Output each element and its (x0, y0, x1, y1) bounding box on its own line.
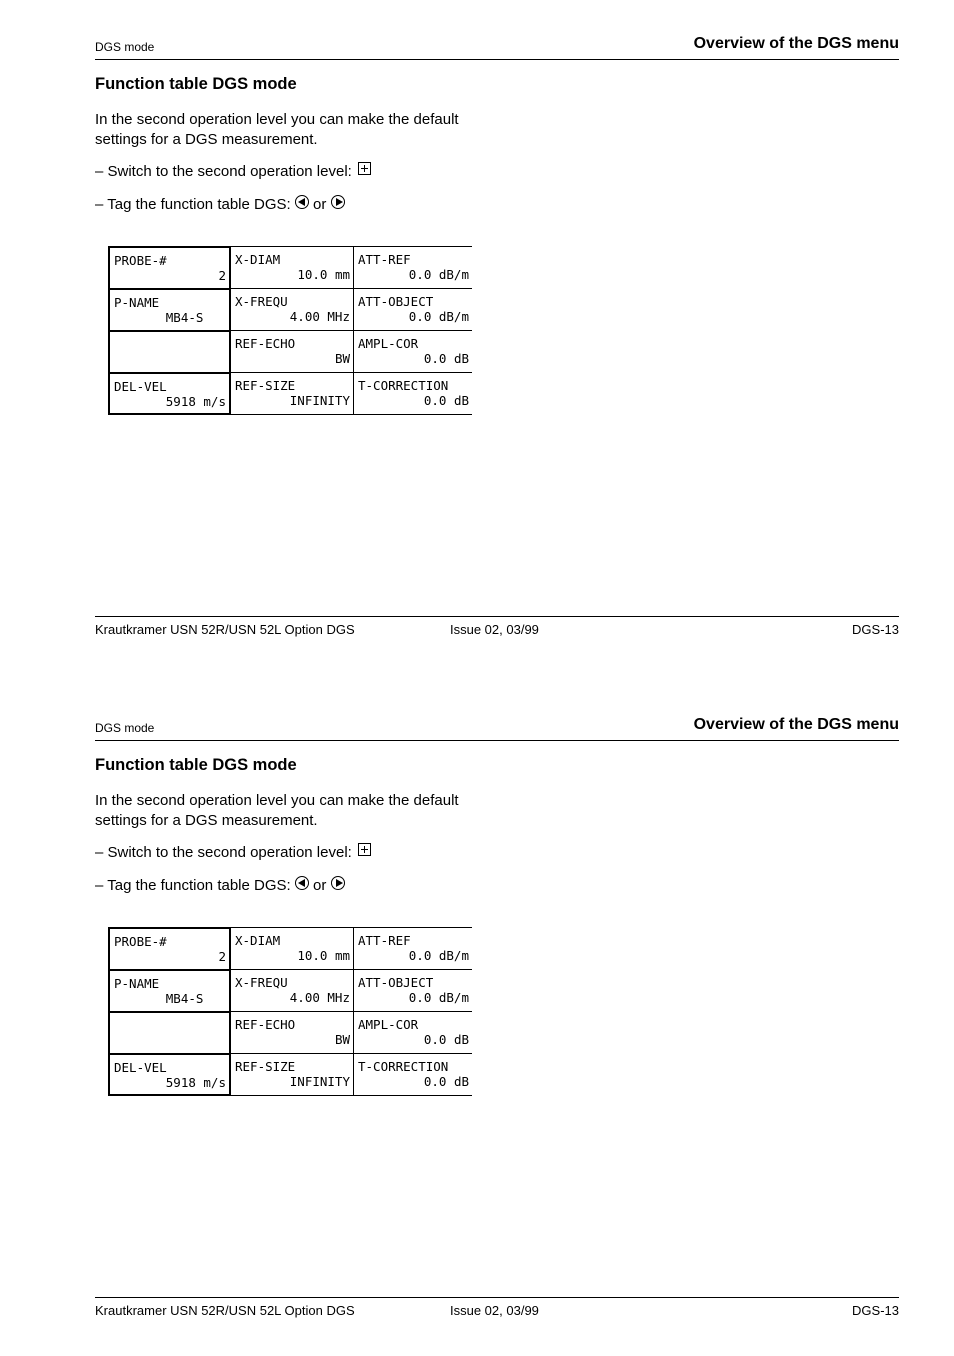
function-label: PROBE-# (114, 934, 167, 949)
function-label: DEL-VEL (114, 379, 167, 394)
function-cell (231, 969, 354, 1012)
function-table (108, 927, 472, 1096)
function-value: BW (334, 351, 350, 366)
plus-key-icon (358, 162, 371, 175)
header-section-label: DGS mode (95, 40, 155, 54)
function-label: AMPL-COR (358, 336, 419, 351)
header-title: Overview of the DGS menu (693, 716, 899, 733)
function-cell (231, 246, 354, 289)
function-cell (108, 288, 231, 331)
step-or-text: or (313, 196, 327, 213)
function-label: T-CORRECTION (358, 1059, 449, 1074)
function-value: 2 (218, 949, 226, 964)
function-cell (231, 288, 354, 331)
function-value: 0.0 dB/m (408, 990, 469, 1005)
function-cell (354, 1053, 472, 1096)
function-cell (354, 288, 472, 331)
header-title: Overview of the DGS menu (693, 35, 899, 52)
function-cell (354, 969, 472, 1012)
function-cell (108, 246, 231, 289)
arrow-right-key-icon (331, 195, 345, 209)
function-cell (354, 372, 472, 415)
step-tag-table-text: – Tag the function table DGS: (95, 196, 291, 213)
function-value: 2 (218, 268, 226, 283)
function-cell (354, 246, 472, 289)
function-cell (108, 969, 231, 1012)
page-copy-1 (0, 0, 954, 675)
function-label: X-DIAM (235, 252, 281, 267)
function-value: MB4-S (165, 310, 226, 325)
footer-issue: Issue 02, 03/99 (450, 622, 539, 637)
function-table (108, 246, 472, 415)
footer-product: Krautkramer USN 52R/USN 52L Option DGS (95, 622, 355, 637)
function-label: REF-SIZE (235, 378, 296, 393)
function-label: P-NAME (114, 976, 160, 991)
function-cell (231, 1011, 354, 1054)
function-value: 0.0 dB/m (408, 948, 469, 963)
function-label: AMPL-COR (358, 1017, 419, 1032)
function-cell-empty (108, 1011, 231, 1054)
footer-page-number: DGS-13 (852, 1303, 899, 1318)
section-heading: Function table DGS mode (95, 75, 297, 93)
function-cell (231, 372, 354, 415)
footer-product: Krautkramer USN 52R/USN 52L Option DGS (95, 1303, 355, 1318)
function-cell-empty (108, 330, 231, 373)
function-label: DEL-VEL (114, 1060, 167, 1075)
function-label: T-CORRECTION (358, 378, 449, 393)
footer-divider (95, 1297, 899, 1298)
function-value: 4.00 MHz (289, 990, 350, 1005)
function-value: 0.0 dB (423, 393, 469, 408)
function-value: INFINITY (289, 1074, 350, 1089)
function-label: REF-SIZE (235, 1059, 296, 1074)
footer-divider (95, 616, 899, 617)
step-switch-level-text: – Switch to the second operation level: (95, 844, 352, 861)
function-cell (231, 927, 354, 970)
function-cell (354, 330, 472, 373)
header-divider (95, 59, 899, 60)
function-cell (108, 372, 231, 415)
step-tag-table (95, 876, 345, 894)
step-switch-level (95, 843, 371, 861)
function-cell (231, 1053, 354, 1096)
function-value: BW (334, 1032, 350, 1047)
function-value: 0.0 dB/m (408, 267, 469, 282)
step-or-text: or (313, 877, 327, 894)
function-value: 5918 m/s (165, 394, 226, 409)
step-switch-level-text: – Switch to the second operation level: (95, 163, 352, 180)
function-label: PROBE-# (114, 253, 167, 268)
function-value: 0.0 dB (423, 351, 469, 366)
footer-issue: Issue 02, 03/99 (450, 1303, 539, 1318)
function-label: X-DIAM (235, 933, 281, 948)
function-value: 4.00 MHz (289, 309, 350, 324)
function-cell (354, 927, 472, 970)
function-cell (108, 927, 231, 970)
function-value: 0.0 dB/m (408, 309, 469, 324)
function-value: INFINITY (289, 393, 350, 408)
arrow-right-key-icon (331, 876, 345, 890)
function-value: 10.0 mm (297, 267, 350, 282)
function-value: 0.0 dB (423, 1074, 469, 1089)
function-value: 10.0 mm (297, 948, 350, 963)
step-tag-table-text: – Tag the function table DGS: (95, 877, 291, 894)
function-label: ATT-OBJECT (358, 975, 434, 990)
arrow-left-key-icon (295, 876, 309, 890)
step-tag-table (95, 195, 345, 213)
section-heading: Function table DGS mode (95, 756, 297, 774)
footer-page-number: DGS-13 (852, 622, 899, 637)
step-switch-level (95, 162, 371, 180)
plus-key-icon (358, 843, 371, 856)
function-label: ATT-REF (358, 252, 411, 267)
function-cell (354, 1011, 472, 1054)
function-label: P-NAME (114, 295, 160, 310)
function-label: X-FREQU (235, 294, 288, 309)
function-value: 5918 m/s (165, 1075, 226, 1090)
intro-paragraph: In the second operation level you can make the default settings for a DGS measurement. (95, 111, 459, 148)
function-label: ATT-REF (358, 933, 411, 948)
intro-paragraph: In the second operation level you can make the default settings for a DGS measurement. (95, 792, 459, 829)
arrow-left-key-icon (295, 195, 309, 209)
function-label: REF-ECHO (235, 336, 296, 351)
header-divider (95, 740, 899, 741)
function-cell (231, 330, 354, 373)
function-label: X-FREQU (235, 975, 288, 990)
function-label: ATT-OBJECT (358, 294, 434, 309)
function-value: MB4-S (165, 991, 226, 1006)
page-copy-2 (0, 681, 954, 1356)
function-cell (108, 1053, 231, 1096)
function-value: 0.0 dB (423, 1032, 469, 1047)
function-label: REF-ECHO (235, 1017, 296, 1032)
header-section-label: DGS mode (95, 721, 155, 735)
